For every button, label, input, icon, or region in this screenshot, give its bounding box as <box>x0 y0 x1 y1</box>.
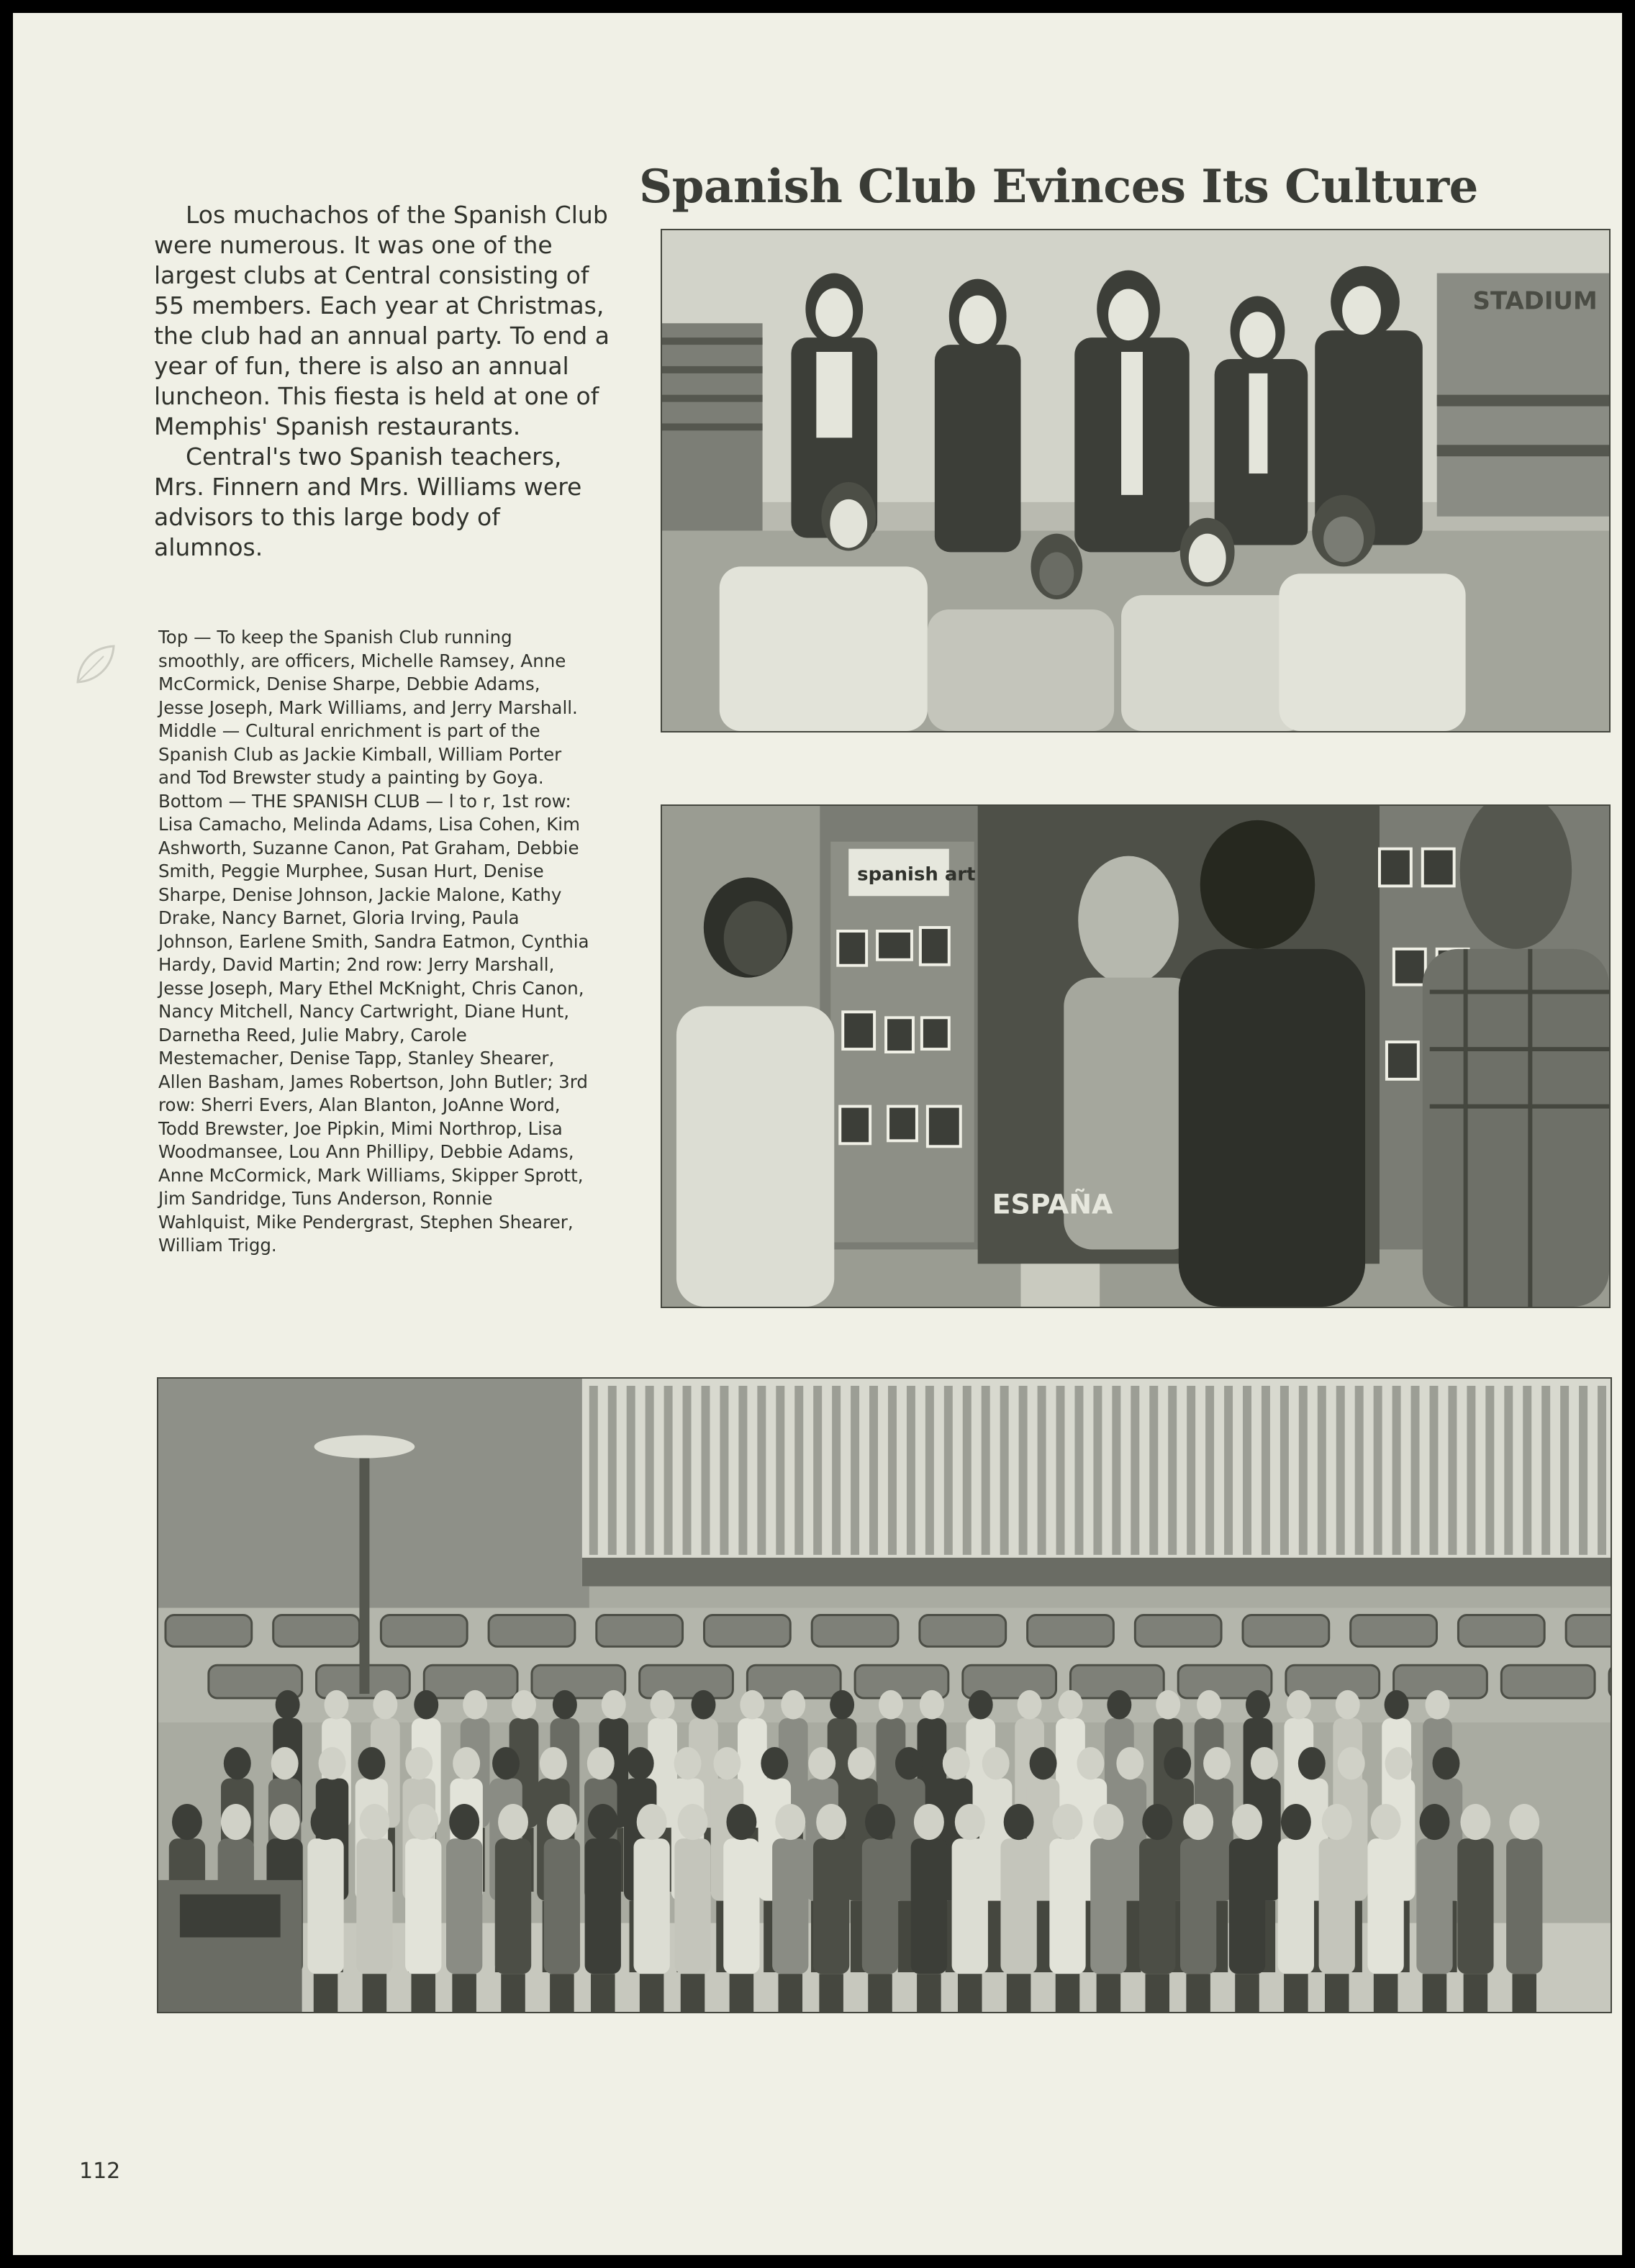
intro-text <box>154 200 615 563</box>
page-headline: Spanish Club Evinces Its Culture <box>639 160 1478 214</box>
photo-spanish-club-group <box>157 1377 1612 2013</box>
group-photo-image <box>158 1379 1611 2012</box>
art-display-photo-image <box>662 806 1609 1307</box>
leaf-watermark-icon <box>72 640 119 688</box>
board-label: spanish art <box>857 863 976 886</box>
intro-paragraph-1: Los muchachos of the Spanish Club were numerous. It was one of the largest clubs at Central consisting of 55 members. Each year at Christmas, the club had an annual party. To end a year of fun, there is also an annual luncheon. This fiesta is held at one of Memphis' Spanish restaurants. <box>154 201 610 440</box>
photo-spanish-art-display <box>661 804 1611 1308</box>
poster-text: ESPAÑA <box>992 1188 1113 1220</box>
intro-paragraph-2: Central's two Spanish teachers, Mrs. Finnern and Mrs. Williams were advisors to this large body of alumnos. <box>154 443 582 561</box>
caption-top: Top — To keep the Spanish Club running smoothly, are officers, Michelle Ramsey, Anne McCormick, Denise Sharpe, Debbie Adams, Jesse Joseph, Mark Williams, and Jerry Marshall. <box>158 627 578 718</box>
scoreboard-text: STADIUM <box>1472 286 1598 315</box>
officers-photo-image <box>662 230 1609 731</box>
yearbook-page <box>13 13 1622 2255</box>
photo-club-officers <box>661 229 1611 732</box>
caption-middle: Middle — Cultural enrichment is part of the Spanish Club as Jackie Kimball, William Porter and Tod Brewster study a painting by Goya. <box>158 720 562 788</box>
page-number: 112 <box>79 2159 121 2184</box>
caption-bottom: Bottom — THE SPANISH CLUB — l to r, 1st row: Lisa Camacho, Melinda Adams, Lisa Cohen, Kim Ashworth, Suzanne Canon, Pat Graham, Debbie Smith, Peggie Murphee, Susan Hurt, Denise Sharpe, Denise Johnson, Jackie Malone, Kathy Drake, Nancy Barnet, Gloria Irving, Paula Johnson, Earlene Smith, Sandra Eatmon, Cynthia Hardy, David Martin; 2nd row: Jerry Marshall, Jesse Joseph, Mary Ethel McKnight, Chris Canon, Nancy Mitchell, Nancy Cartwright, Diane Hunt, Darnetha Reed, Julie Mabry, Carole Mestemacher, Denise Tapp, Stanley Shearer, Allen Basham, James Robertson, John Butler; 3rd row: Sherri Evers, Alan Blanton, JoAnne Word, Todd Brewster, Joe Pipkin, Mimi Northrop, Lisa Woodmansee, Lou Ann Phillipy, Debbie Adams, Anne McCormick, Mark Williams, Skipper Sprott, Jim Sandridge, Tuns Anderson, Ronnie Wahlquist, Mike Pendergrast, Stephen Shearer, William Trigg. <box>158 790 589 1256</box>
photo-captions <box>158 626 590 1258</box>
